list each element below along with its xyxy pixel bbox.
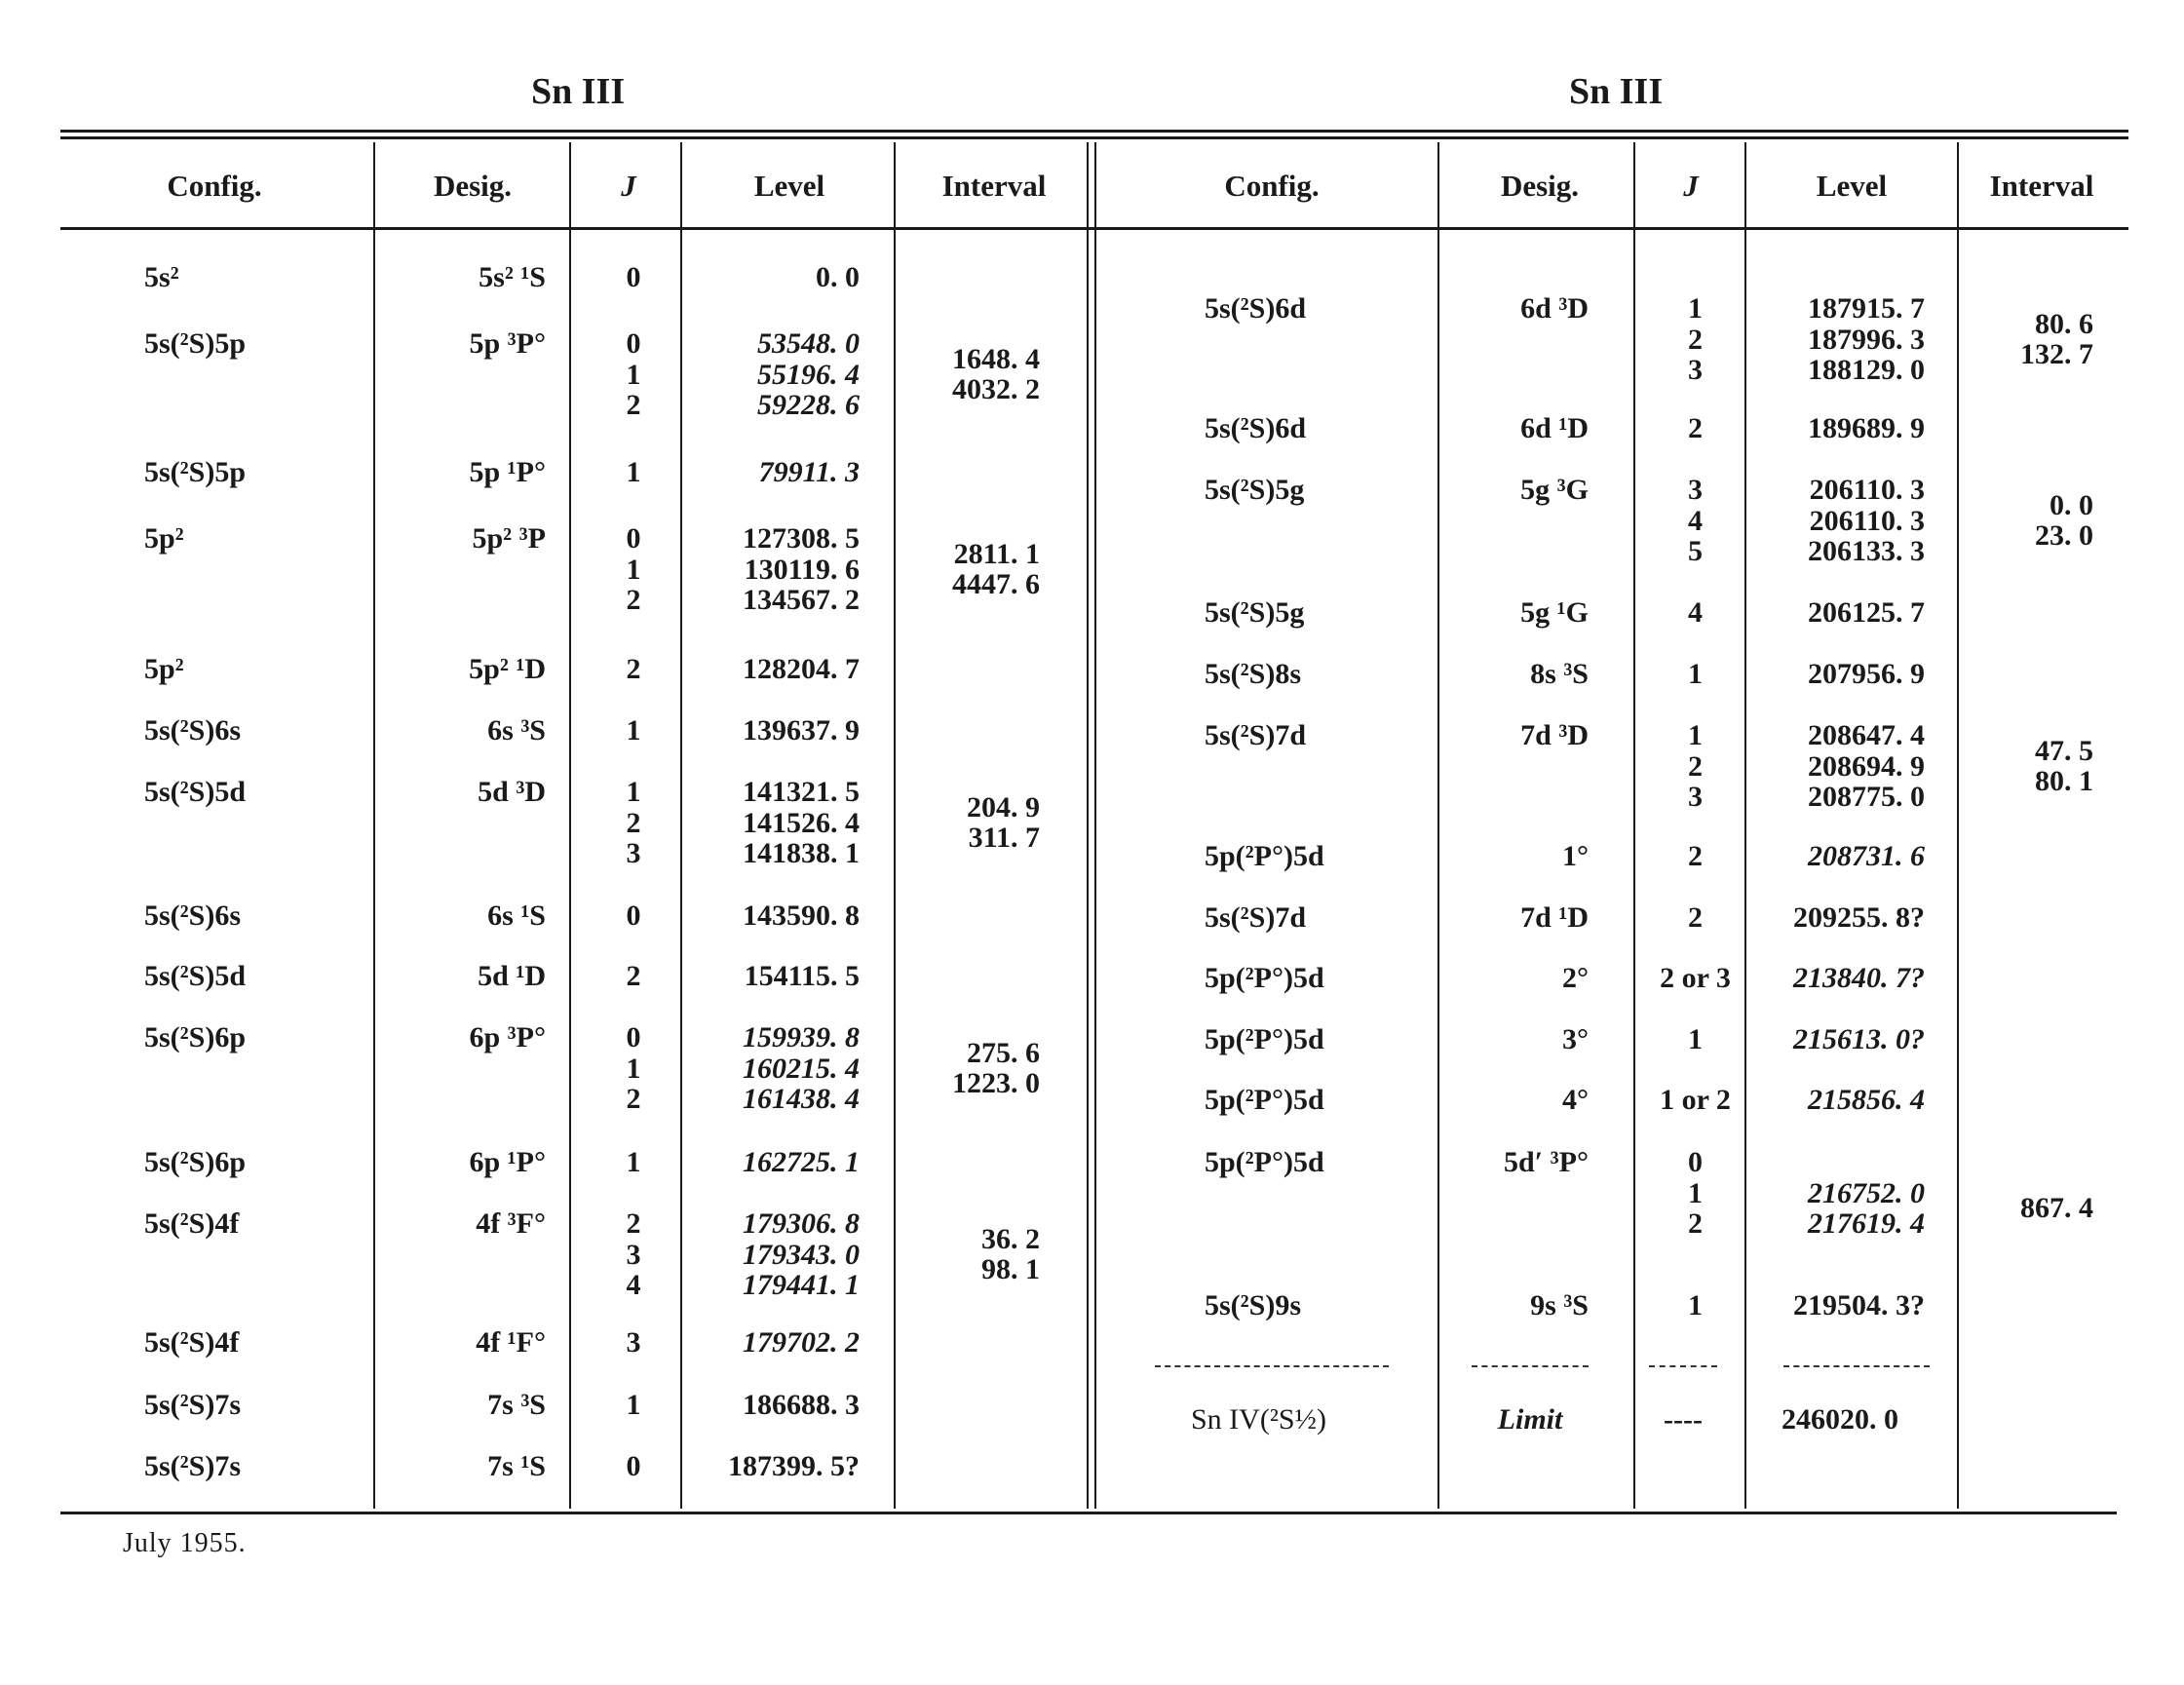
left-level-cell: 134567. 2	[743, 584, 860, 616]
left-header-j: J	[621, 169, 636, 203]
right-desig-cell: 5g ³G	[1520, 474, 1589, 506]
right-j-cell: 3	[1688, 474, 1703, 506]
right-interval-cell: 132. 7	[2020, 338, 2093, 371]
right-interval-cell: 23. 0	[2035, 519, 2093, 553]
left-interval-cell: 275. 6	[967, 1036, 1040, 1069]
left-j-cell: 1	[626, 714, 641, 747]
left-desig-cell: 5s² ¹S	[479, 261, 546, 293]
right-table-title: Sn III	[1569, 71, 1664, 112]
right-desig-cell: 7d ¹D	[1520, 901, 1589, 934]
right-level-cell: 215613. 0?	[1793, 1023, 1925, 1055]
left-table-title: Sn III	[531, 71, 626, 112]
left-j-cell: 3	[626, 1238, 641, 1271]
right-level-cell: 206110. 3	[1809, 474, 1925, 506]
right-desig-cell: 9s ³S	[1530, 1289, 1589, 1321]
left-j-cell: 0	[626, 327, 641, 360]
left-config-cell: 5s(²S)5p	[144, 456, 247, 488]
left-j-cell: 1	[626, 1146, 641, 1178]
left-level-cell: 130119. 6	[744, 553, 860, 586]
right-j-cell: 2	[1688, 1207, 1703, 1240]
left-j-cell: 1	[626, 776, 641, 808]
left-level-cell: 128204. 7	[743, 653, 860, 685]
left-j-cell: 2	[626, 960, 641, 992]
right-desig-cell: 4°	[1562, 1084, 1589, 1116]
right-interval-cell: 0. 0	[2050, 488, 2093, 521]
left-level-cell: 79911. 3	[758, 456, 860, 488]
left-desig-cell: 6s ³S	[487, 714, 546, 747]
left-interval-cell: 1223. 0	[952, 1067, 1040, 1100]
left-desig-cell: 6p ³P°	[469, 1021, 546, 1053]
left-level-cell: 154115. 5	[744, 960, 860, 992]
right-interval-cell: 47. 5	[2035, 734, 2093, 767]
right-j-cell: 3	[1688, 781, 1703, 813]
footer-date: July 1955.	[123, 1528, 247, 1558]
left-config-cell: 5s(²S)6s	[144, 900, 242, 932]
dash-desig	[1472, 1365, 1589, 1367]
left-j-cell: 3	[626, 837, 641, 869]
right-header-desig: Desig.	[1500, 169, 1580, 203]
left-level-cell: 179343. 0	[743, 1238, 860, 1271]
vrule-4	[894, 142, 896, 1509]
right-config-cell: 5s(²S)5g	[1205, 596, 1305, 629]
left-config-cell: 5s(²S)6p	[144, 1146, 247, 1178]
left-desig-cell: 7s ¹S	[487, 1450, 546, 1482]
left-level-cell: 179441. 1	[743, 1269, 860, 1301]
left-j-cell: 0	[626, 261, 641, 293]
left-header-level: Level	[753, 169, 825, 203]
left-desig-cell: 6s ¹S	[487, 900, 546, 932]
left-level-cell: 127308. 5	[743, 522, 860, 555]
left-level-cell: 143590. 8	[743, 900, 860, 932]
right-config-cell: 5p(²P°)5d	[1205, 1146, 1324, 1178]
left-j-cell: 3	[626, 1326, 641, 1359]
left-j-cell: 2	[626, 653, 641, 685]
right-level-cell: 219504. 3?	[1793, 1289, 1925, 1321]
right-interval-cell: 80. 6	[2035, 307, 2093, 340]
left-level-cell: 55196. 4	[757, 358, 860, 391]
left-desig-cell: 5p ¹P°	[469, 456, 546, 488]
left-desig-cell: 7s ³S	[487, 1389, 546, 1421]
right-j-cell: 1	[1688, 1289, 1703, 1321]
left-j-cell: 2	[626, 1083, 641, 1115]
left-interval-cell: 4032. 2	[952, 373, 1040, 406]
right-j-cell: 0	[1688, 1146, 1703, 1178]
right-desig-cell: 5d′ ³P°	[1504, 1146, 1589, 1178]
right-j-cell: 2	[1688, 901, 1703, 934]
right-level-cell: 213840. 7?	[1793, 962, 1925, 994]
left-desig-cell: 5p² ¹D	[469, 653, 546, 685]
left-level-cell: 141321. 5	[743, 776, 860, 808]
right-level-cell: 187915. 7	[1808, 292, 1925, 325]
right-config-cell: 5p(²P°)5d	[1205, 1084, 1324, 1116]
right-level-cell: 208775. 0	[1808, 781, 1925, 813]
vrule-9	[1957, 142, 1959, 1509]
left-level-cell: 179702. 2	[743, 1326, 860, 1359]
right-j-cell: 1	[1688, 719, 1703, 751]
right-j-cell: 1	[1688, 1023, 1703, 1055]
left-level-cell: 186688. 3	[743, 1389, 860, 1421]
vrule-2	[569, 142, 571, 1509]
dash-config	[1155, 1365, 1389, 1367]
right-config-cell: 5s(²S)5g	[1205, 474, 1305, 506]
left-j-cell: 1	[626, 1389, 641, 1421]
right-level-cell: 189689. 9	[1808, 412, 1925, 444]
left-config-cell: 5s(²S)6p	[144, 1021, 247, 1053]
right-header-level: Level	[1816, 169, 1888, 203]
right-level-cell: 208694. 9	[1808, 749, 1925, 783]
right-level-cell: 206125. 7	[1808, 596, 1925, 629]
right-header-j: J	[1683, 169, 1699, 203]
left-header-config: Config.	[167, 169, 262, 203]
right-config-cell: 5p(²P°)5d	[1205, 840, 1324, 872]
vrule-double-b	[1094, 142, 1096, 1509]
left-level-cell: 0. 0	[816, 261, 860, 293]
right-interval-cell: 80. 1	[2035, 765, 2093, 798]
left-j-cell: 1	[626, 456, 641, 488]
left-level-cell: 141526. 4	[743, 806, 860, 839]
right-desig-cell: 1°	[1562, 840, 1589, 872]
right-config-cell: 5s(²S)6d	[1205, 412, 1307, 444]
right-j-cell: 2	[1688, 840, 1703, 872]
right-desig-cell: 3°	[1562, 1023, 1589, 1055]
right-config-cell: 5p(²P°)5d	[1205, 1023, 1324, 1055]
left-level-cell: 159939. 8	[743, 1021, 860, 1053]
right-j-cell: 3	[1688, 354, 1703, 386]
limit-j: ----	[1664, 1403, 1703, 1436]
right-j-cell: 4	[1688, 504, 1703, 537]
right-config-cell: 5s(²S)8s	[1205, 658, 1302, 690]
right-j-cell: 2	[1688, 323, 1703, 356]
left-header-interval: Interval	[941, 169, 1047, 203]
right-desig-cell: 5g ¹G	[1520, 596, 1589, 629]
left-config-cell: 5s(²S)5d	[144, 776, 247, 808]
bottom-rule	[60, 1512, 2117, 1514]
left-config-cell: 5s(²S)7s	[144, 1450, 242, 1482]
left-config-cell: 5s²	[144, 261, 179, 293]
right-level-cell: 208647. 4	[1808, 719, 1925, 751]
left-interval-cell: 98. 1	[981, 1253, 1040, 1286]
left-j-cell: 1	[626, 358, 641, 391]
left-desig-cell: 6p ¹P°	[469, 1146, 546, 1178]
left-level-cell: 162725. 1	[743, 1146, 860, 1178]
left-desig-cell: 5p² ³P	[472, 522, 546, 555]
right-header-config: Config.	[1224, 169, 1320, 203]
vrule-double-a	[1087, 142, 1089, 1509]
right-j-cell: 1	[1688, 292, 1703, 325]
left-j-cell: 4	[626, 1269, 641, 1301]
left-interval-cell: 4447. 6	[952, 568, 1040, 601]
dash-level	[1783, 1365, 1930, 1367]
left-config-cell: 5s(²S)5p	[144, 327, 247, 360]
left-level-cell: 139637. 9	[743, 714, 860, 747]
right-level-cell: 208731. 6	[1808, 840, 1925, 872]
right-level-cell: 188129. 0	[1808, 354, 1925, 386]
left-config-cell: 5s(²S)5d	[144, 960, 247, 992]
vrule-7	[1633, 142, 1635, 1509]
right-level-cell: 206133. 3	[1808, 535, 1925, 567]
limit-desig: Limit	[1497, 1403, 1563, 1436]
left-level-cell: 141838. 1	[743, 837, 860, 869]
right-level-cell: 209255. 8?	[1793, 901, 1925, 934]
right-header-interval: Interval	[1989, 169, 2094, 203]
right-config-cell: 5s(²S)9s	[1205, 1289, 1302, 1321]
right-config-cell: 5s(²S)6d	[1205, 292, 1307, 325]
right-j-cell: 2	[1688, 749, 1703, 783]
left-level-cell: 160215. 4	[743, 1052, 860, 1085]
top-double-rule-b	[60, 136, 2128, 139]
vrule-6	[1437, 142, 1439, 1509]
left-desig-cell: 4f ¹F°	[476, 1326, 546, 1359]
top-double-rule-a	[60, 130, 2128, 133]
right-j-cell: 1 or 2	[1660, 1084, 1731, 1116]
limit-level: 246020. 0	[1782, 1403, 1898, 1436]
left-config-cell: 5p²	[144, 522, 184, 555]
left-j-cell: 0	[626, 522, 641, 555]
left-j-cell: 1	[626, 553, 641, 586]
left-level-cell: 53548. 0	[757, 327, 860, 360]
right-level-cell: 187996. 3	[1808, 323, 1925, 356]
right-config-cell: 5s(²S)7d	[1205, 719, 1307, 751]
left-config-cell: 5s(²S)4f	[144, 1207, 240, 1240]
right-j-cell: 5	[1688, 535, 1703, 567]
right-level-cell: 215856. 4	[1808, 1084, 1925, 1116]
left-config-cell: 5s(²S)4f	[144, 1326, 240, 1359]
left-desig-cell: 5p ³P°	[469, 327, 546, 360]
right-j-cell: 2	[1688, 412, 1703, 444]
left-interval-cell: 36. 2	[981, 1222, 1040, 1255]
right-level-cell: 206110. 3	[1809, 504, 1925, 537]
left-j-cell: 2	[626, 1207, 641, 1240]
left-config-cell: 5p²	[144, 653, 184, 685]
left-config-cell: 5s(²S)6s	[144, 714, 242, 747]
right-level-cell: 216752. 0	[1808, 1176, 1925, 1209]
right-level-cell: 217619. 4	[1808, 1207, 1925, 1240]
left-j-cell: 1	[626, 1052, 641, 1085]
right-j-cell: 2 or 3	[1660, 962, 1731, 994]
left-desig-cell: 5d ³D	[478, 776, 546, 808]
right-interval-cell: 867. 4	[2020, 1192, 2093, 1225]
left-desig-cell: 4f ³F°	[476, 1207, 546, 1240]
left-config-cell: 5s(²S)7s	[144, 1389, 242, 1421]
left-level-cell: 161438. 4	[743, 1083, 860, 1115]
right-desig-cell: 2°	[1562, 962, 1589, 994]
left-j-cell: 2	[626, 584, 641, 616]
left-interval-cell: 2811. 1	[953, 537, 1040, 570]
vrule-1	[373, 142, 375, 1509]
right-config-cell: 5p(²P°)5d	[1205, 962, 1324, 994]
left-desig-cell: 5d ¹D	[478, 960, 546, 992]
left-interval-cell: 311. 7	[968, 822, 1040, 855]
right-desig-cell: 7d ³D	[1520, 719, 1589, 751]
right-desig-cell: 6d ¹D	[1520, 412, 1589, 444]
right-j-cell: 4	[1688, 596, 1703, 629]
left-interval-cell: 204. 9	[967, 790, 1040, 823]
left-j-cell: 0	[626, 1021, 641, 1053]
right-j-cell: 1	[1688, 1176, 1703, 1209]
limit-config: Sn IV(²S½)	[1191, 1403, 1326, 1436]
left-header-desig: Desig.	[433, 169, 513, 203]
left-j-cell: 2	[626, 389, 641, 421]
dash-j	[1649, 1365, 1717, 1367]
right-config-cell: 5s(²S)7d	[1205, 901, 1307, 934]
right-desig-cell: 6d ³D	[1520, 292, 1589, 325]
right-level-cell: 207956. 9	[1808, 658, 1925, 690]
left-level-cell: 187399. 5?	[728, 1450, 860, 1482]
right-j-cell: 1	[1688, 658, 1703, 690]
left-j-cell: 2	[626, 806, 641, 839]
left-j-cell: 0	[626, 900, 641, 932]
right-desig-cell: 8s ³S	[1530, 658, 1589, 690]
left-interval-cell: 1648. 4	[952, 342, 1040, 375]
left-level-cell: 59228. 6	[757, 389, 860, 421]
left-j-cell: 0	[626, 1450, 641, 1482]
left-level-cell: 179306. 8	[743, 1207, 860, 1240]
